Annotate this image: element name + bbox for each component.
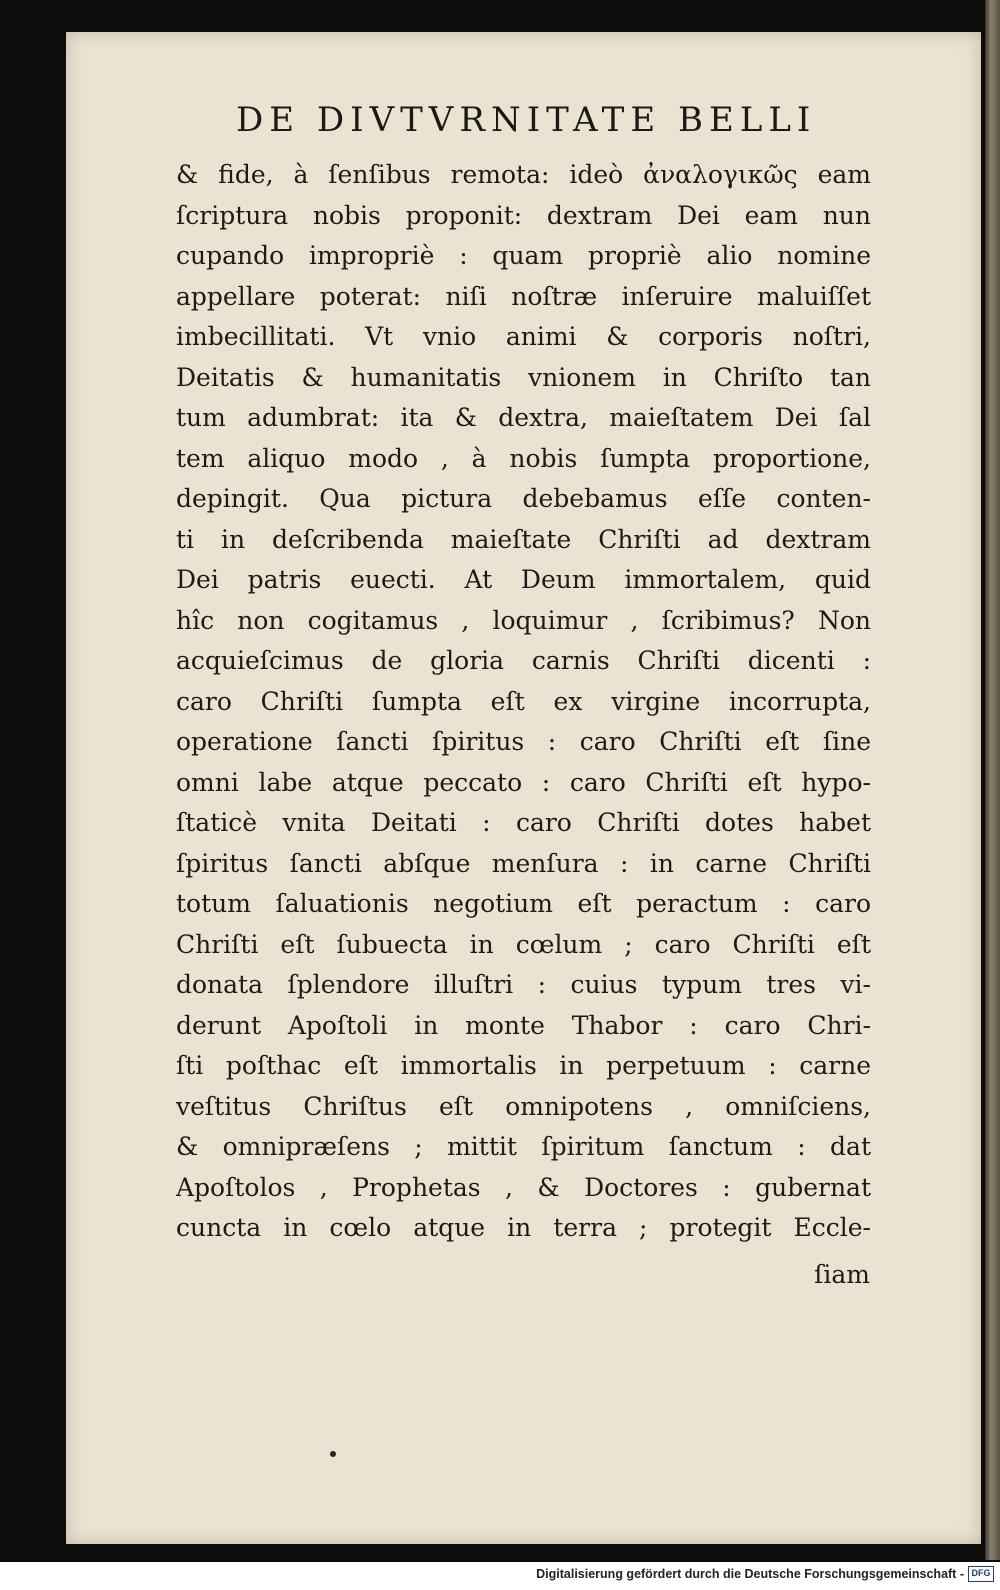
text-line: appellare poterat: niſi noſtræ inſeruire maluiſſet bbox=[176, 281, 871, 311]
text-line: acquieſcimus de gloria carnis Chriſti dicenti : bbox=[176, 646, 871, 675]
text-line: donata ſplendore illuſtri : cuius typum tres vi- bbox=[176, 970, 871, 999]
dfg-logo-icon: DFG bbox=[968, 1566, 994, 1582]
text-line: ſpiritus ſancti abſque menſura : in carne Chriſti bbox=[176, 848, 871, 878]
text-line: tem aliquo modo , à nobis ſumpta proportione, bbox=[176, 443, 871, 473]
text-line: depingit. Qua pictura debebamus eſſe conten- bbox=[176, 484, 871, 513]
text-line: derunt Apoſtoli in monte Thabor : caro Chri- bbox=[176, 1010, 871, 1040]
text-line: totum ſaluationis negotium eſt peractum : caro bbox=[176, 889, 871, 918]
text-line: Chriſti eſt ſubuecta in cœlum ; caro Chriſti eſt bbox=[176, 929, 871, 959]
text-line: Dei patris euecti. At Deum immortalem, quid bbox=[176, 565, 871, 594]
signature-mark-dot bbox=[330, 1451, 336, 1457]
text-line: caro Chriſti ſumpta eſt ex virgine incorrupta, bbox=[176, 686, 871, 716]
text-line: ſtaticè vnita Deitati : caro Chriſti dotes habet bbox=[176, 808, 871, 837]
funding-credit: Digitalisierung gefördert durch die Deutsche Forschungsgemeinschaft - bbox=[536, 1567, 964, 1581]
text-line: Apoſtolos , Prophetas , & Doctores : gubernat bbox=[176, 1172, 871, 1202]
text-line: ſti poſthac eſt immortalis in perpetuum : carne bbox=[176, 1051, 871, 1080]
text-line: tum adumbrat: ita & dextra, maieſtatem Dei ſal bbox=[176, 403, 871, 432]
text-line: & omnipræſens ; mittit ſpiritum ſanctum : dat bbox=[176, 1132, 871, 1161]
text-line: ti in deſcribenda maieſtate Chriſti ad dextram bbox=[176, 524, 871, 554]
text-line: ſcriptura nobis proponit: dextram Dei eam nun bbox=[176, 200, 871, 230]
text-block bbox=[176, 155, 871, 1249]
text-line: & fide, à ſenſibus remota: ideò ἀναλογικῶς eam bbox=[176, 160, 871, 189]
catchword: ſiam bbox=[814, 1260, 870, 1289]
text-line: hîc non cogitamus , loquimur , ſcribimus? Non bbox=[176, 605, 871, 635]
book-spine-edge bbox=[985, 0, 1000, 1560]
text-line: imbecillitati. Vt vnio animi & corporis noſtri, bbox=[176, 322, 871, 351]
text-line: Deitatis & humanitatis vnionem in Chriſto tan bbox=[176, 362, 871, 392]
text-line: omni labe atque peccato : caro Chriſti eſt hypo- bbox=[176, 767, 871, 797]
text-line: operatione ſancti ſpiritus : caro Chriſti eſt ſine bbox=[176, 727, 871, 756]
running-head: DE DIVTVRNITATE BELLI bbox=[236, 100, 817, 140]
text-line: cupando impropriè : quam propriè alio nomine bbox=[176, 241, 871, 270]
text-line: cuncta in cœlo atque in terra ; protegit Eccle- bbox=[176, 1213, 871, 1242]
text-line: veſtitus Chriſtus eſt omnipotens , omniſciens, bbox=[176, 1091, 871, 1121]
digitization-footer bbox=[0, 1562, 1000, 1590]
